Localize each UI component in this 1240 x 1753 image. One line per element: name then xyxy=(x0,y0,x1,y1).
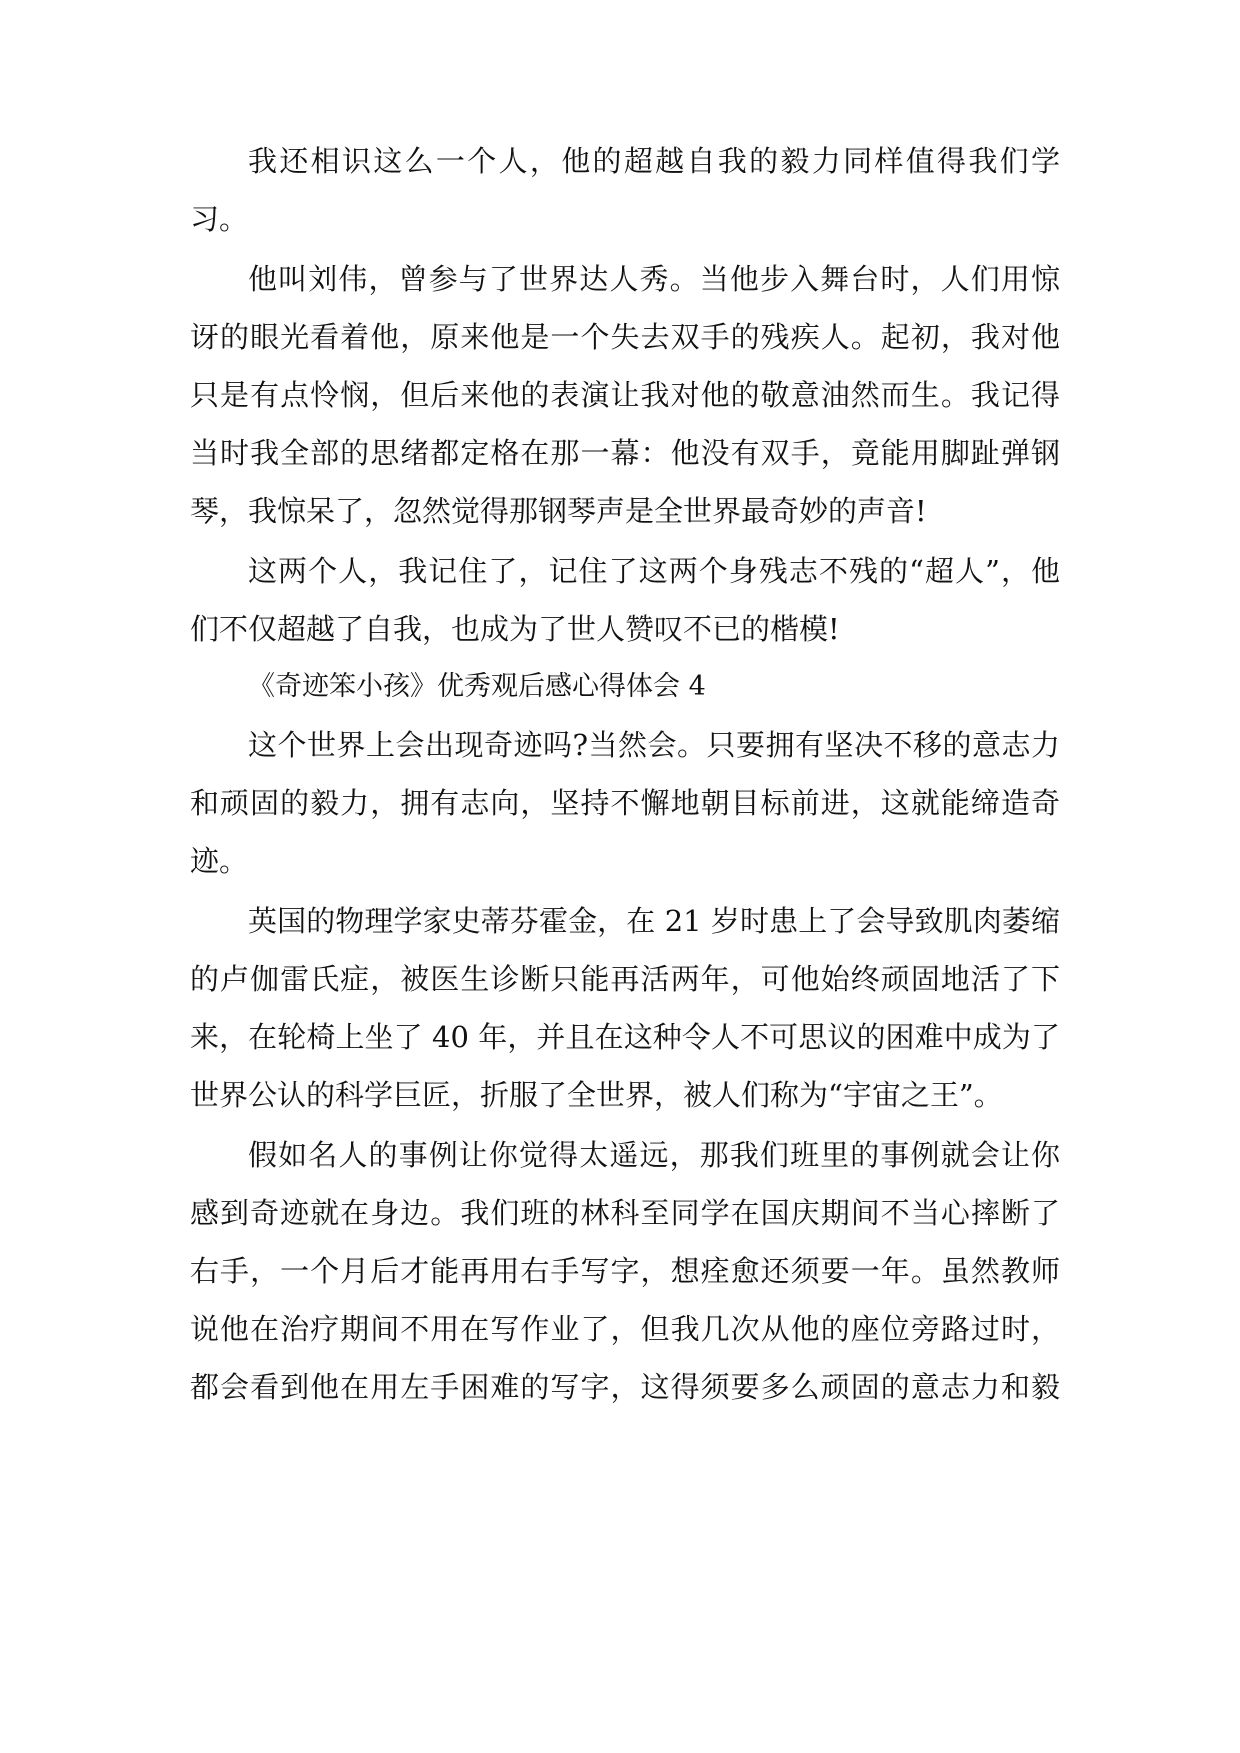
paragraph-1-line-1: 我还相识这么一个人，他的超越自我的毅力同样值得我们学 xyxy=(248,144,1060,178)
paragraph-5-line-2: 的卢伽雷氏症，被医生诊断只能再活两年，可他始终顽固地活了下 xyxy=(190,962,1060,996)
paragraph-6-line-2: 感到奇迹就在身边。我们班的林科至同学在国庆期间不当心摔断了 xyxy=(190,1196,1060,1230)
paragraph-6-line-4: 说他在治疗期间不用在写作业了，但我几次从他的座位旁路过时， xyxy=(190,1312,1060,1346)
paragraph-3-line-1: 这两个人，我记住了，记住了这两个身残志不残的“超人”，他 xyxy=(248,554,1060,588)
paragraph-3-line-2: 们不仅超越了自我，也成为了世人赞叹不已的楷模! xyxy=(190,612,840,646)
paragraph-4-line-2: 和顽固的毅力，拥有志向，坚持不懈地朝目标前进，这就能缔造奇 xyxy=(190,786,1060,820)
paragraph-5-line-4: 世界公认的科学巨匠，折服了全世界，被人们称为“宇宙之王”。 xyxy=(190,1078,1003,1112)
section-heading: 《奇迹笨小孩》优秀观后感心得体会 4 xyxy=(248,671,706,702)
paragraph-2-line-2: 讶的眼光看着他，原来他是一个失去双手的残疾人。起初，我对他 xyxy=(190,320,1060,354)
paragraph-6-line-3: 右手，一个月后才能再用右手写字，想痊愈还须要一年。虽然教师 xyxy=(190,1254,1060,1288)
paragraph-5-line-3: 来，在轮椅上坐了 40 年，并且在这种令人不可思议的困难中成为了 xyxy=(190,1020,1060,1054)
paragraph-2-line-4: 当时我全部的思绪都定格在那一幕：他没有双手，竟能用脚趾弹钢 xyxy=(190,436,1060,470)
paragraph-2-line-3: 只是有点怜悯，但后来他的表演让我对他的敬意油然而生。我记得 xyxy=(190,378,1060,412)
paragraph-1-line-2: 习。 xyxy=(190,202,249,236)
paragraph-2-line-5: 琴，我惊呆了，忽然觉得那钢琴声是全世界最奇妙的声音! xyxy=(190,494,927,528)
paragraph-6-line-5: 都会看到他在用左手困难的写字，这得须要多么顽固的意志力和毅 xyxy=(190,1370,1060,1404)
paragraph-4-line-1: 这个世界上会出现奇迹吗?当然会。只要拥有坚决不移的意志力 xyxy=(248,728,1060,762)
paragraph-5-line-1: 英国的物理学家史蒂芬霍金，在 21 岁时患上了会导致肌肉萎缩 xyxy=(248,904,1060,938)
paragraph-2-line-1: 他叫刘伟，曾参与了世界达人秀。当他步入舞台时，人们用惊 xyxy=(248,262,1060,296)
paragraph-6-line-1: 假如名人的事例让你觉得太遥远，那我们班里的事例就会让你 xyxy=(248,1138,1060,1172)
paragraph-4-line-3: 迹。 xyxy=(190,844,249,878)
